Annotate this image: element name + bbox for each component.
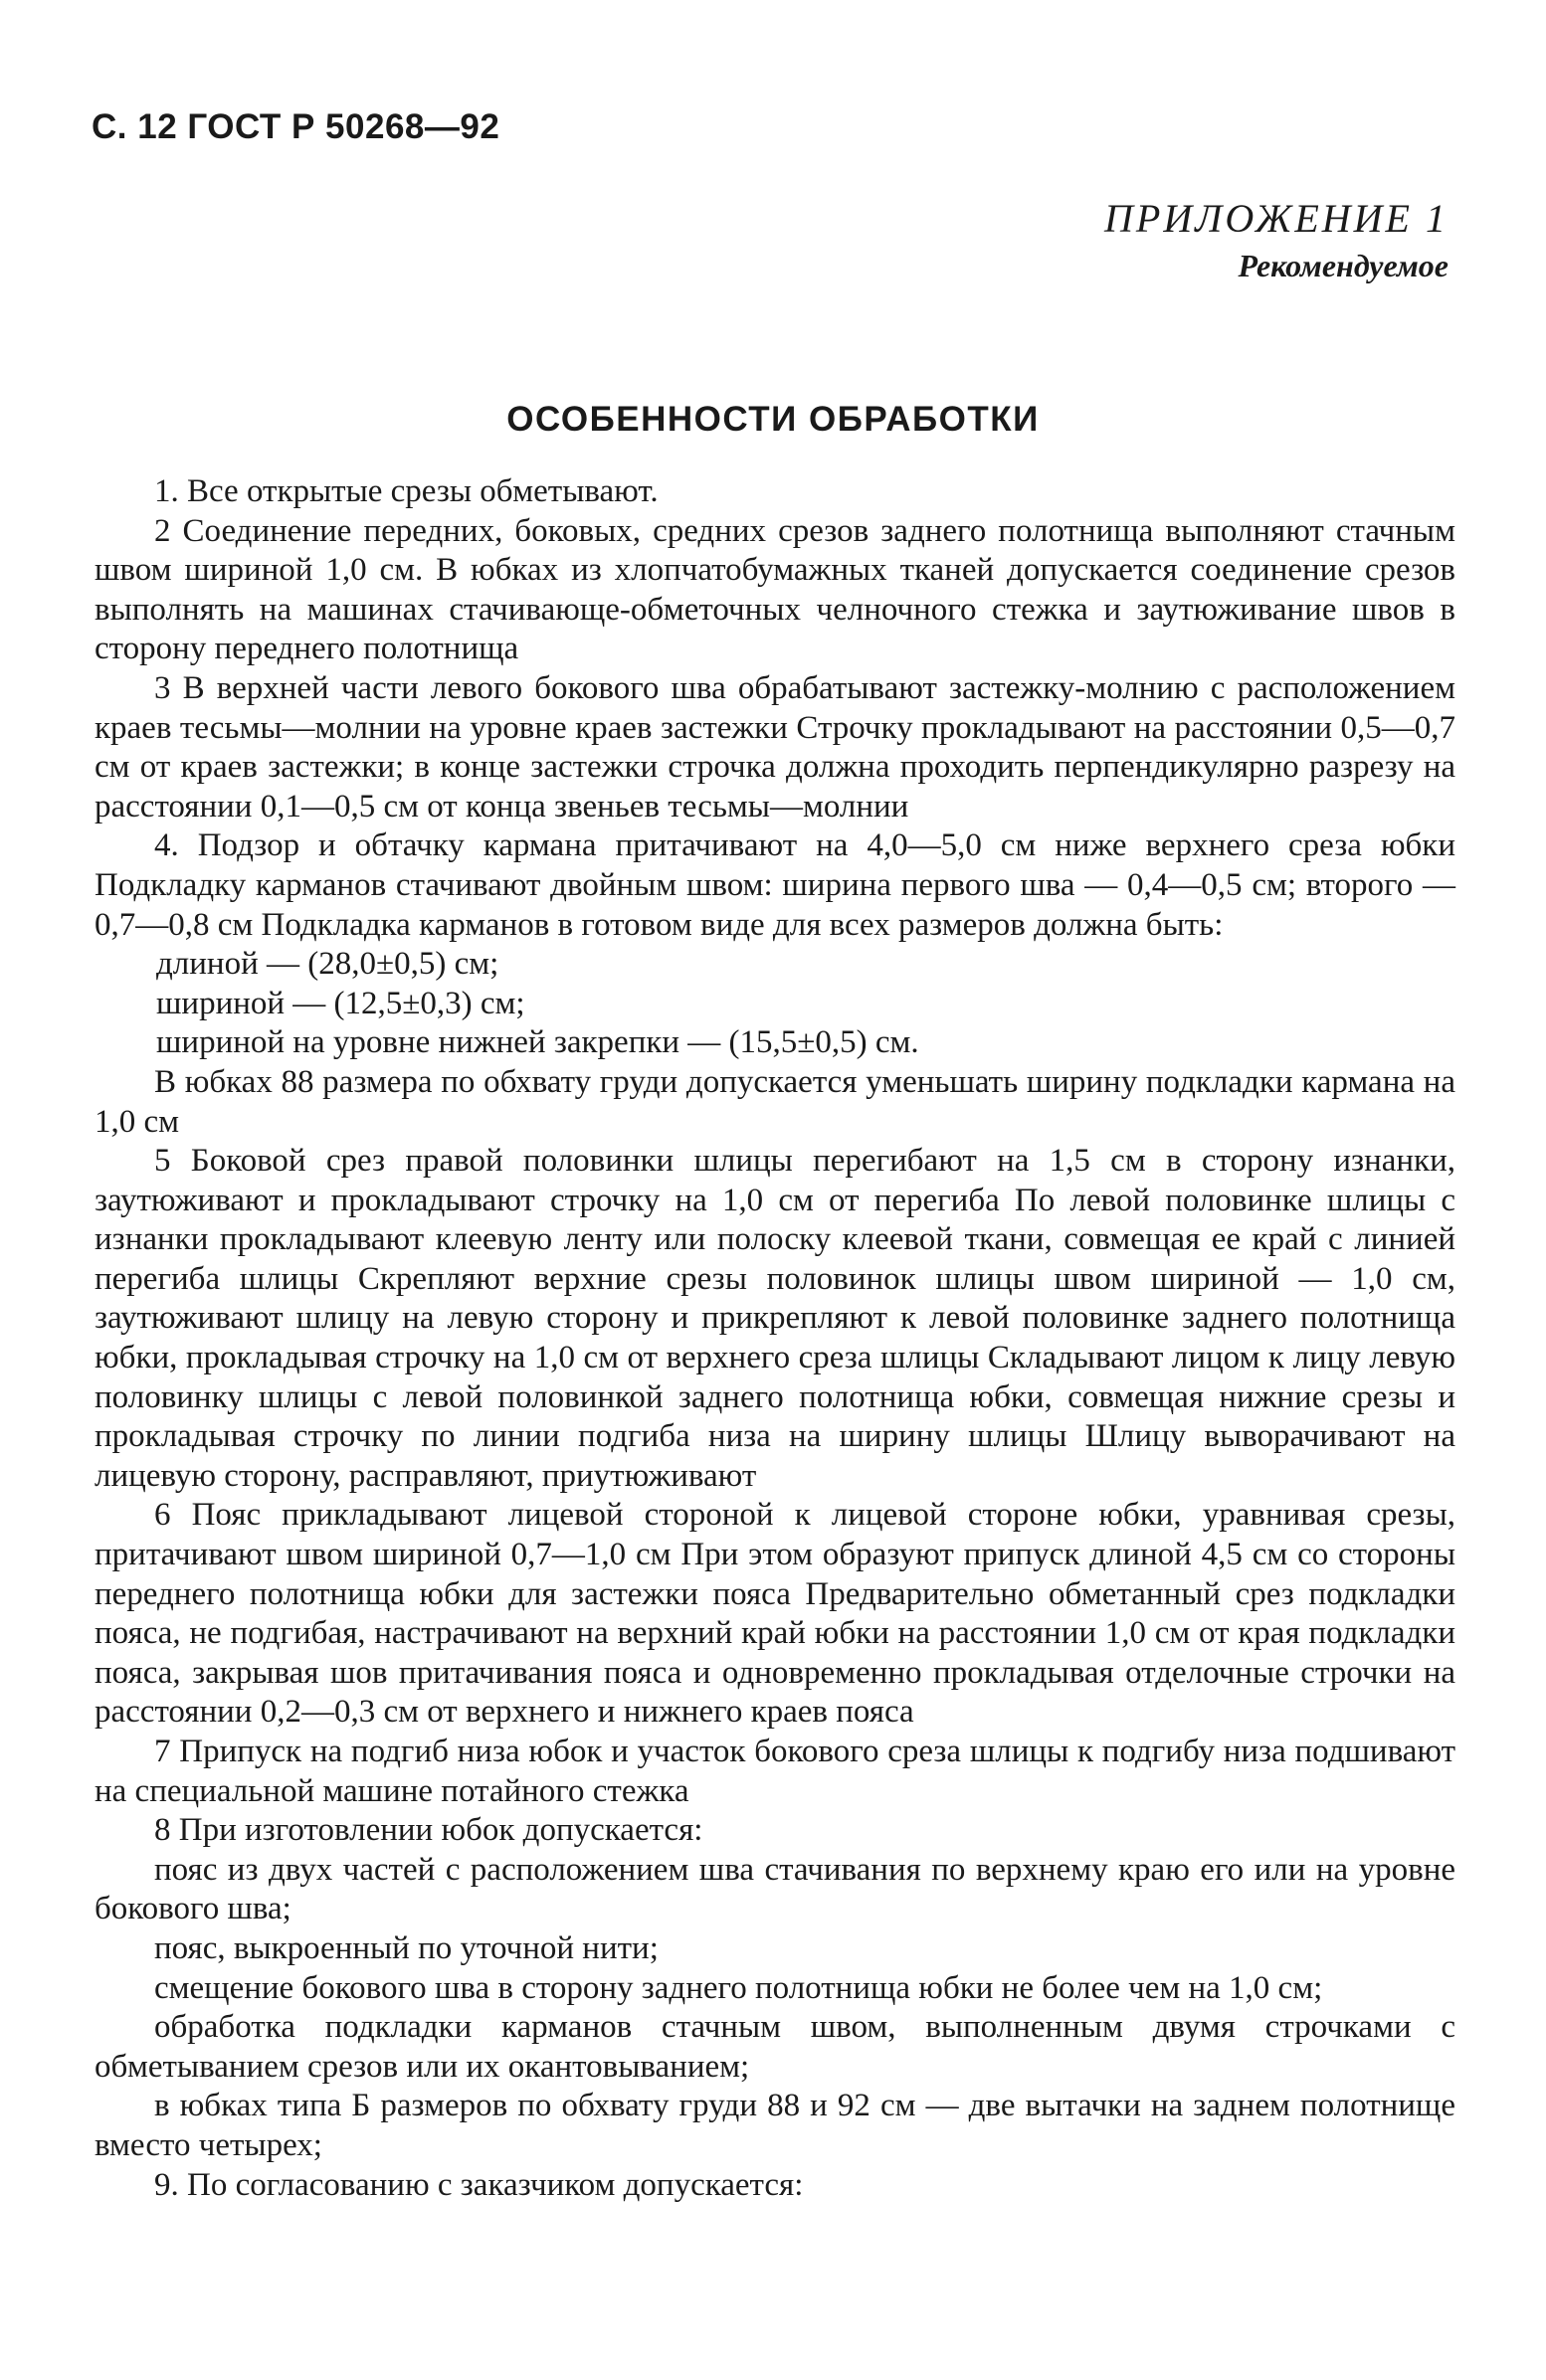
paragraph-8-item-4: обработка подкладки карманов стачным швом, выполненным двумя строчками с обметыванием срезов или их окантовыванием; [95,2009,1455,2085]
appendix-status: Рекомендуемое [1238,248,1449,283]
body-text [95,472,1455,2205]
paragraph-4-note: В юбках 88 размера по обхвату груди допускается уменьшать ширину подкладки кармана на 1,0 см [95,1063,1455,1140]
paragraph-5: 5 Боковой срез правой половинки шлицы перегибают на 1,5 см в сторону изнанки, заутюживают и прокладывают строчку на 1,0 см от перегиба По левой половинке шлицы с изнанки прокладывают клеевую ленту или полоску клеевой ткани, совмещая ее край с линией перегиба шлицы Скрепляют верхние срезы половинок шлицы швом шириной — 1,0 см, заутюживают шлицу на левую сторону и прикрепляют к левой половинке заднего полотнища юбки, прокладывая строчку на 1,0 см от верхнего среза шлицы Складывают лицом к лицу левую половинку шлицы с левой половинкой заднего полотнища юбки, совмещая нижние срезы и прокладывая строчку по линии подгиба низа на ширину шлицы Шлицу выворачивают на лицевую сторону, расправляют, приутюживают [95,1143,1455,1494]
paragraph-8-item-5: в юбках типа Б размеров по обхвату груди 88 и 92 см — две вытачки на заднем полотнище вместо четырех; [95,2088,1455,2163]
paragraph-4-width: шириной — (12,5±0,3) см; [156,985,525,1021]
paragraph-1: 1. Все открытые срезы обметывают. [154,473,659,509]
paragraph-9: 9. По согласованию с заказчиком допускается: [154,2166,804,2203]
running-header: С. 12 ГОСТ Р 50268—92 [92,107,500,146]
paragraph-6: 6 Пояс прикладывают лицевой стороной к лицевой стороне юбки, уравнивая срезы, притачивают швом шириной 0,7—1,0 см При этом образуют припуск длиной 4,5 см со стороны переднего полотнища юбки для застежки пояса Предварительно обметанный срез подкладки пояса, не подгибая, настрачивают на верхний край юбки на расстоянии 1,0 см от края подкладки пояса, закрывая шов притачивания пояса и одновременно прокладывая отделочные строчки на расстоянии 0,2—0,3 см от верхнего и нижнего краев пояса [95,1497,1455,1731]
paragraph-8: 8 При изготовлении юбок допускается: [154,1812,703,1849]
paragraph-3: 3 В верхней части левого бокового шва обрабатывают застежку-молнию с расположением краев тесьмы—молнии на уровне краев застежки Строчку прокладывают на расстоянии 0,5—0,7 см от краев застежки; в конце застежки строчка должна проходить перпендикулярно разрезу на расстоянии 0,1—0,5 см от конца звеньев тесьмы—молнии [95,669,1455,824]
paragraph-8-item-3: смещение бокового шва в сторону заднего полотнища юбки не более чем на 1,0 см; [154,1969,1323,2006]
paragraph-2: 2 Соединение передних, боковых, средних срезов заднего полотнища выполняют стачным швом шириной 1,0 см. В юбках из хлопчатобумажных тканей допускается соединение срезов выполнять на машинах стачивающе-обметочных челночного стежка и заутюживание швов в сторону переднего полотнища [95,512,1455,667]
paragraph-8-item-2: пояс, выкроенный по уточной нити; [154,1929,659,1966]
paragraph-4: 4. Подзор и обтачку кармана притачивают на 4,0—5,0 см ниже верхнего среза юбки Подкладку карманов стачивают двойным швом: ширина первого шва — 0,4—0,5 см; второго — 0,7—0,8 см Подкладка карманов в готовом виде для всех размеров должна быть: [95,827,1455,943]
appendix-label: ПРИЛОЖЕНИЕ 1 [1104,196,1449,241]
section-title: ОСОБЕННОСТИ ОБРАБОТКИ [506,400,1040,439]
paragraph-4-length: длиной — (28,0±0,5) см; [156,946,499,983]
paragraph-7: 7 Припуск на подгиб низа юбок и участок бокового среза шлицы к подгибу низа подшивают на специальной машине потайного стежка [95,1734,1455,1809]
appendix-block [1104,194,1449,287]
paragraph-8-item-1: пояс из двух частей с расположением шва стачивания по верхнему краю его или на уровне бокового шва; [95,1851,1455,1927]
paragraph-4-width-bottom: шириной на уровне нижней закрепки — (15,5±0,5) см. [156,1024,919,1061]
